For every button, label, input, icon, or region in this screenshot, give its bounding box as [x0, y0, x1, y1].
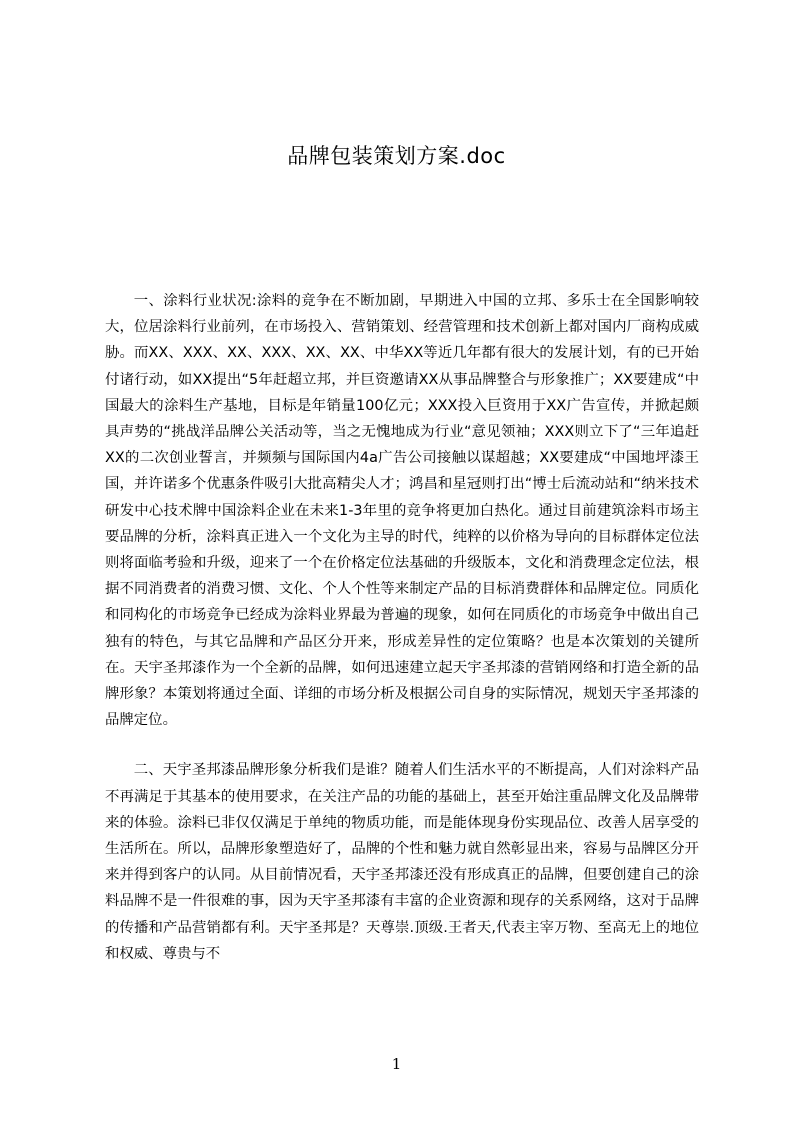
document-body	[105, 288, 699, 967]
page-number: 1	[391, 1055, 402, 1073]
document-title: 品牌包装策划方案.doc	[287, 144, 506, 168]
paragraph-brand-image-analysis: 二、天宇圣邦漆品牌形象分析我们是谁？随着人们生活水平的不断提高，人们对涂料产品不再满足于其基本的使用要求，在关注产品的功能的基础上，甚至开始注重品牌文化及品牌带来的体验。涂料已非仅仅满足于单纯的物质功能，而是能体现身份实现品位、改善人居享受的生活所在。所以，品牌形象塑造好了，品牌的个性和魅力就自然彰显出来，容易与品牌区分开来并得到客户的认同。从目前情况看，天宇圣邦漆还没有形成真正的品牌，但要创建自己的涂料品牌不是一件很难的事，因为天宇圣邦漆有丰富的企业资源和现存的关系网络，这对于品牌的传播和产品营销都有利。天宇圣邦是？天尊崇.顶级.王者天,代表主宰万物、至高无上的地位和权威、尊贵与不	[105, 762, 699, 962]
paragraph-industry-status: 一、涂料行业状况:涂料的竞争在不断加剧，早期进入中国的立邦、多乐士在全国影响较大，位居涂料行业前列，在市场投入、营销策划、经营管理和技术创新上都对国内厂商构成威胁。而XX、XXX、XX、XXX、XX、XX、中华XX等近几年都有很大的发展计划，有的已开始付诸行动，如XX提出“5年赶超立邦，并巨资邀请XX从事品牌整合与形象推广；XX要建成“中国最大的涂料生产基地，目标是年销量100亿元；XXX投入巨资用于XX广告宣传，并掀起颇具声势的“挑战洋品牌公关活动等，当之无愧地成为行业“意见领袖；XXX则立下了“三年追赶 XX的二次创业誓言，并频频与国际国内4a广告公司接触以谋超越；XX要建成“中国地坪漆王国，并许诺多个优惠条件吸引大批高精尖人才；鸿昌和星冠则打出“博士后流动站和“纳米技术研发中心技术牌中国涂料企业在未来1-3年里的竞争将更加白热化。通过目前建筑涂料市场主要品牌的分析，涂料真正进入一个文化为主导的时代，纯粹的以价格为导向的目标群体定位法则将面临考验和升级，迎来了一个在价格定位法基础的升级版本，文化和消费理念定位法，根据不同消费者的消费习惯、文化、个人个性等来制定产品的目标消费群体和品牌定位。同质化和同构化的市场竞争已经成为涂料业界最为普遍的现象，如何在同质化的市场竞争中做出自己独有的特色，与其它品牌和产品区分开来，形成差异性的定位策略？也是本次策划的关键所在。天宇圣邦漆作为一个全新的品牌，如何迅速建立起天宇圣邦漆的营销网络和打造全新的品牌形象？本策划将通过全面、详细的市场分析及根据公司自身的实际情况，规划天宇圣邦漆的品牌定位。	[105, 293, 699, 729]
